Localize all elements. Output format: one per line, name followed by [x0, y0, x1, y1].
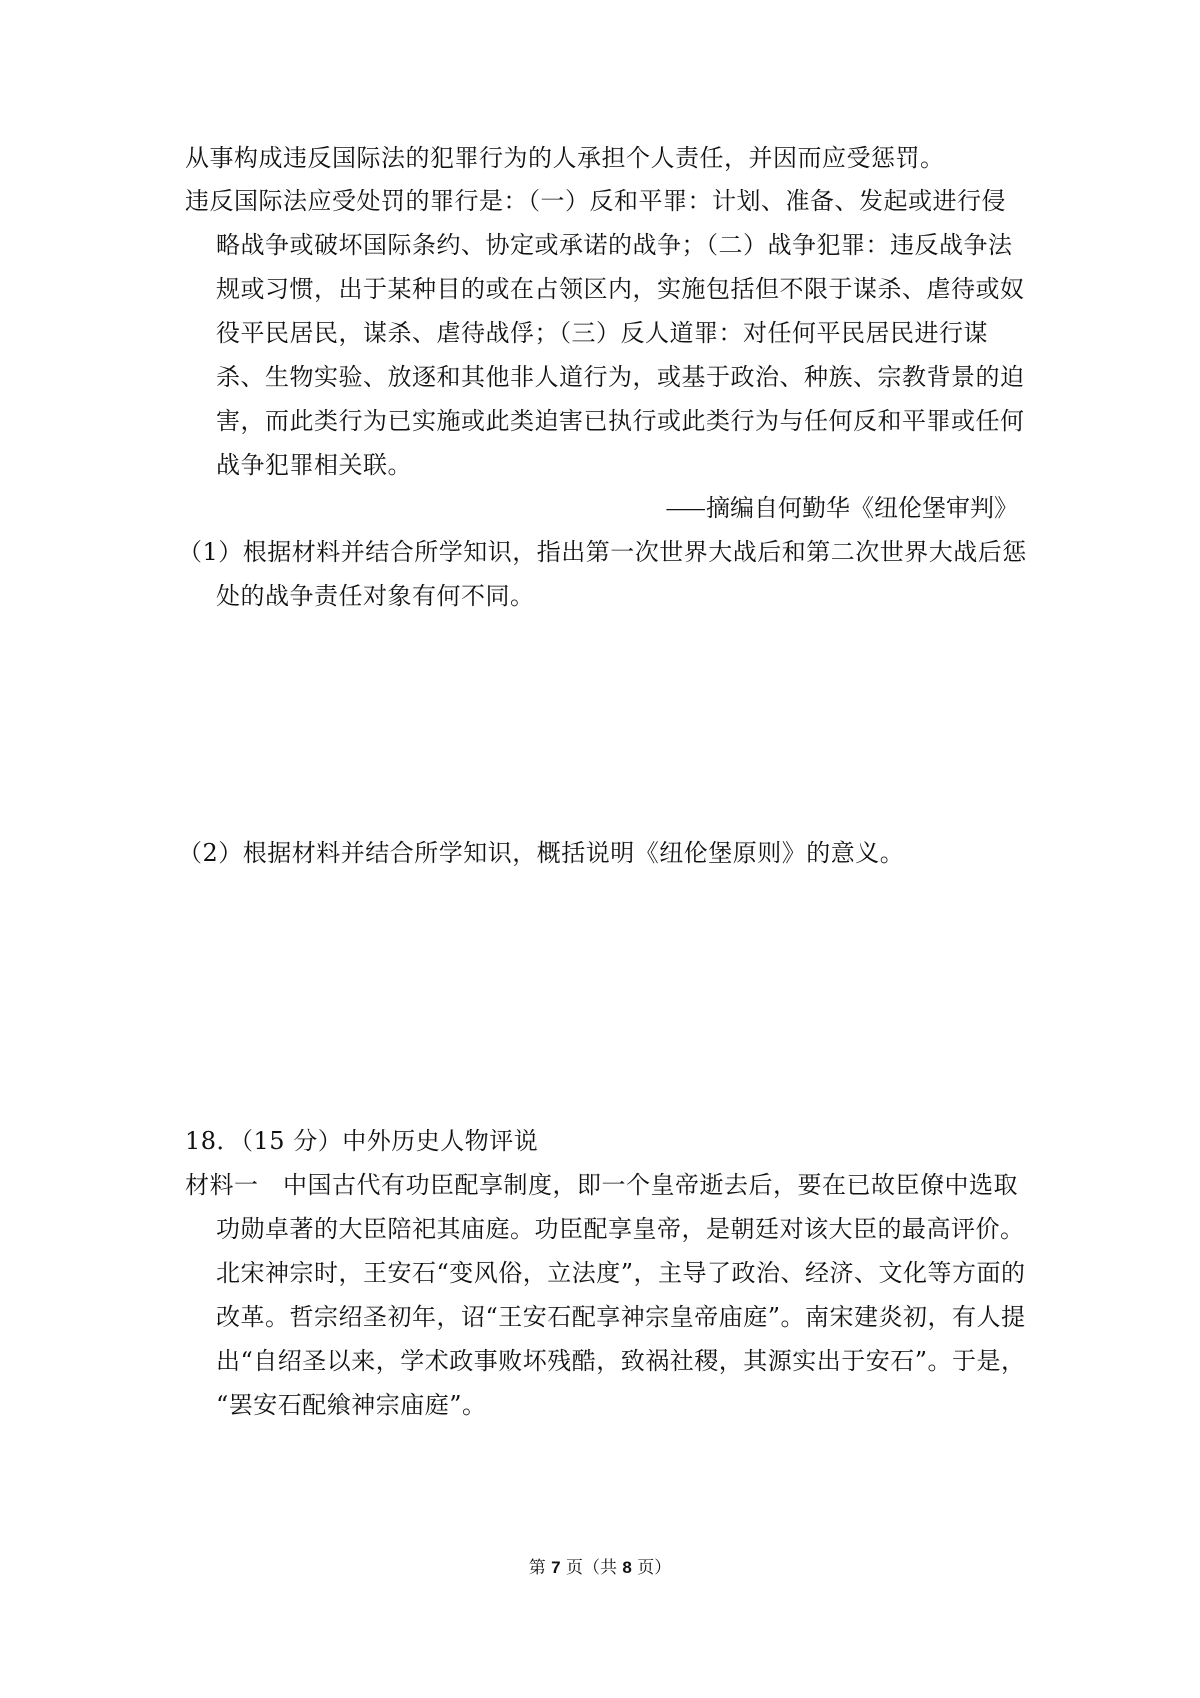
material-line: 害，而此类行为已实施或此类迫害已执行或此类行为与任何反和平罪或任何	[216, 407, 1025, 435]
material-1-line: 改革。哲宗绍圣初年，诏“王安石配享神宗皇帝庙庭”。南宋建炎初，有人提	[216, 1303, 1026, 1331]
material-line: 战争犯罪相关联。	[216, 451, 412, 479]
material-1-line: 北宋神宗时，王安石“变风俗，立法度”，主导了政治、经济、文化等方面的	[216, 1259, 1026, 1287]
footer-total-pages: 8	[622, 1558, 632, 1577]
material-line: 略战争或破坏国际条约、协定或承诺的战争；（二）战争犯罪：违反战争法	[216, 231, 1013, 259]
page-footer	[0, 1557, 1200, 1579]
material-line: 役平民居民，谋杀、虐待战俘；（三）反人道罪：对任何平民居民进行谋	[216, 319, 988, 347]
material-line: 从事构成违反国际法的犯罪行为的人承担个人责任，并因而应受惩罚。	[185, 144, 945, 172]
material-1-line: “罢安石配飨神宗庙庭”。	[216, 1391, 487, 1419]
footer-mid: 页（共	[566, 1558, 617, 1578]
source-attribution: ⸺摘编自何勤华《纽伦堡审判》	[665, 494, 1018, 522]
footer-prefix: 第	[528, 1558, 546, 1578]
material-line: 违反国际法应受处罚的罪行是：（一）反和平罪：计划、准备、发起或进行侵	[185, 187, 1006, 215]
question-2: （2）根据材料并结合所学知识，概括说明《纽伦堡原则》的意义。	[178, 839, 905, 867]
material-1-line: 功勋卓著的大臣陪祀其庙庭。功臣配享皇帝，是朝廷对该大臣的最高评价。	[216, 1215, 1025, 1243]
footer-page-number: 7	[551, 1558, 561, 1577]
material-line: 规或习惯，出于某种目的或在占领区内，实施包括但不限于谋杀、虐待或奴	[216, 275, 1025, 303]
material-1-line: 出“自绍圣以来，学术政事败坏残酷，致祸社稷，其源实出于安石”。于是，	[216, 1347, 1026, 1375]
material-1-line: 材料一 中国古代有功臣配享制度，即一个皇帝逝去后，要在已故臣僚中选取	[185, 1171, 1018, 1199]
question-18-heading: 18．（15 分）中外历史人物评说	[185, 1127, 539, 1155]
question-1-line: 处的战争责任对象有何不同。	[216, 582, 535, 610]
footer-suffix: 页）	[637, 1558, 672, 1578]
question-1-line: （1）根据材料并结合所学知识，指出第一次世界大战后和第二次世界大战后惩	[178, 538, 1027, 566]
material-line: 杀、生物实验、放逐和其他非人道行为，或基于政治、种族、宗教背景的迫	[216, 363, 1025, 391]
